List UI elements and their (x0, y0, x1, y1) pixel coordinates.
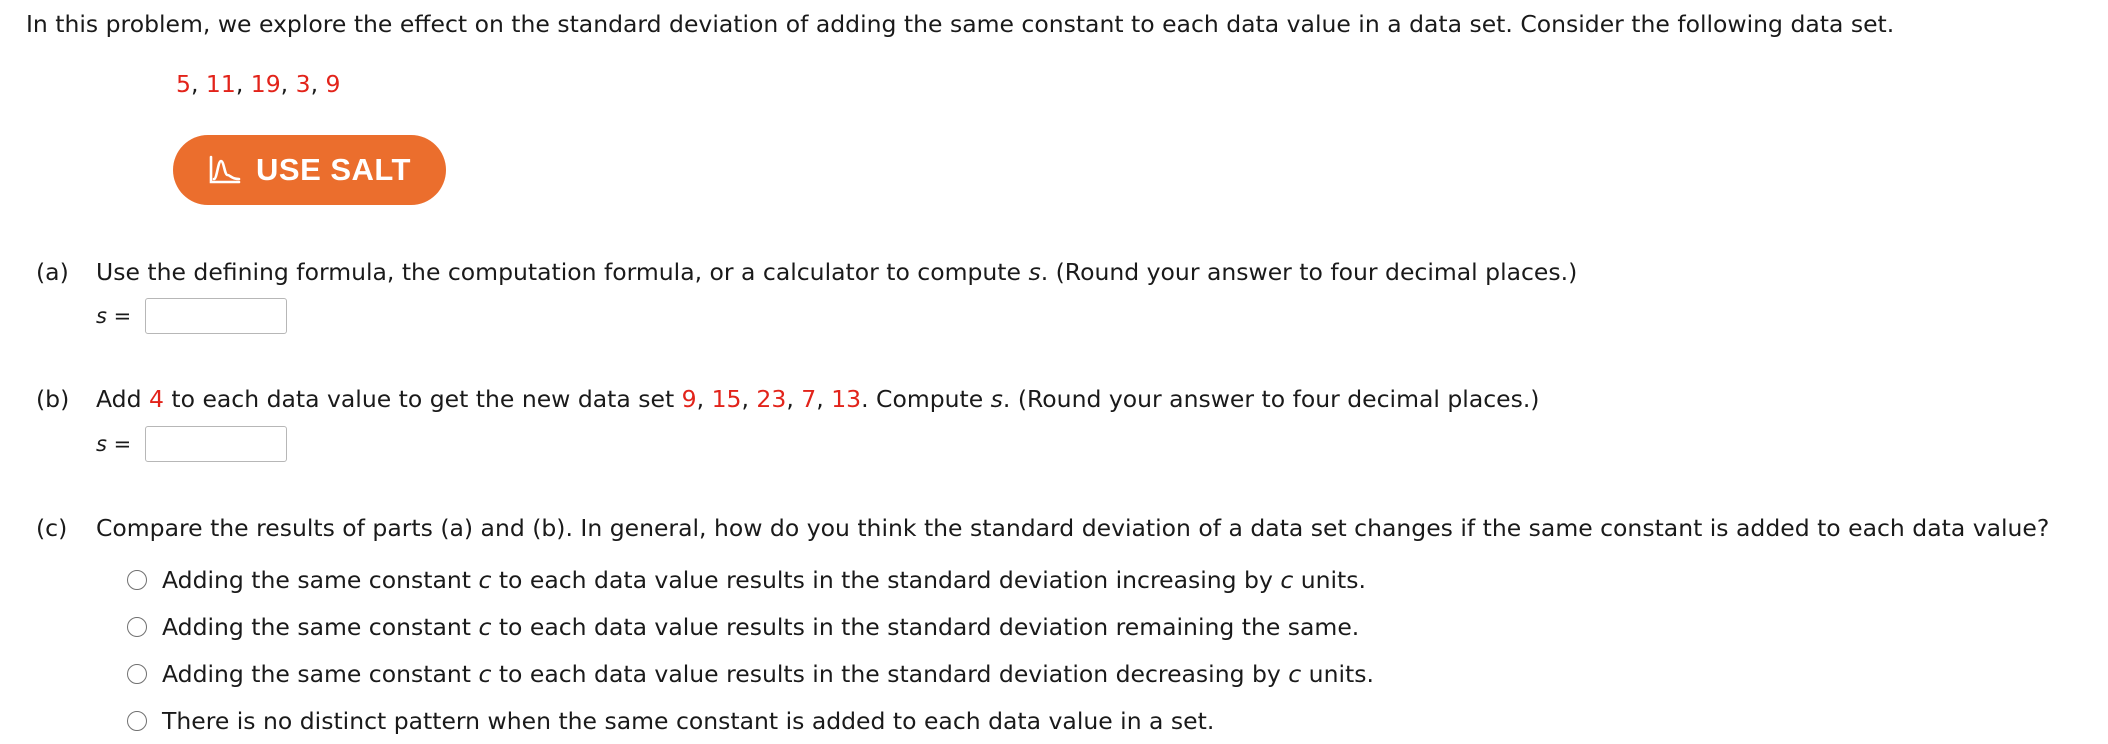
separator: , (310, 70, 326, 98)
part-b-label: (b) (36, 385, 70, 413)
option-label: Adding the same constant c to each data value results in the standard deviation remaining the same. (162, 612, 1360, 641)
part-c-label: (c) (36, 514, 68, 542)
separator: , (696, 385, 712, 413)
variable-c: c (478, 565, 492, 594)
variable-s: s (1028, 258, 1041, 286)
part-c-text: Compare the results of parts (a) and (b). In general, how do you think the standard deviation of a data set changes if the same constant is added to each data value? (96, 514, 2050, 542)
part-b-answer-input[interactable] (145, 426, 287, 462)
separator: , (280, 70, 296, 98)
radio-button[interactable] (127, 617, 147, 637)
new-data-value: 23 (756, 385, 787, 413)
separator: , (786, 385, 802, 413)
equals-sign: = (106, 304, 132, 328)
option-label: There is no distinct pattern when the same constant is added to each data value in a set. (162, 706, 1215, 735)
radio-button[interactable] (127, 711, 147, 731)
part-a-answer-input[interactable] (145, 298, 287, 334)
variable-c: c (478, 612, 492, 641)
part-b-text: Add (96, 385, 149, 413)
part-b-text-compute: . Compute (861, 385, 991, 413)
use-salt-button[interactable] (173, 135, 446, 205)
separator: , (235, 70, 251, 98)
option-no-pattern[interactable] (127, 697, 1374, 744)
part-a-label: (a) (36, 258, 69, 286)
data-set (176, 66, 340, 102)
part-a-question (36, 254, 1577, 290)
new-data-value: 13 (831, 385, 862, 413)
data-value: 5 (176, 70, 191, 98)
variable-s: s (990, 385, 1003, 413)
problem-intro: In this problem, we explore the effect on the standard deviation of adding the same constant to each data value in a data set. Consider the following data set. (26, 10, 1895, 38)
option-decreasing[interactable] (127, 650, 1374, 697)
variable-s: s (96, 432, 107, 456)
part-a-text-end: . (Round your answer to four decimal places.) (1040, 258, 1578, 286)
separator: , (816, 385, 832, 413)
variable-s: s (96, 304, 107, 328)
part-a-answer-label (96, 304, 145, 328)
part-b-answer-label (96, 432, 145, 456)
part-b-answer-row (96, 426, 287, 462)
part-c-options (127, 556, 1374, 744)
salt-chart-icon (208, 155, 242, 185)
constant-value: 4 (148, 385, 164, 413)
part-b-question (36, 381, 1539, 417)
data-value: 9 (325, 70, 341, 98)
option-increasing[interactable] (127, 556, 1374, 603)
use-salt-label: USE SALT (256, 152, 411, 187)
part-a-text: Use the defining formula, the computation formula, or a calculator to compute (96, 258, 1029, 286)
separator: , (190, 70, 206, 98)
variable-c: c (478, 659, 492, 688)
variable-c: c (1288, 659, 1302, 688)
part-a-answer-row (96, 298, 287, 334)
new-data-value: 7 (801, 385, 817, 413)
radio-button[interactable] (127, 664, 147, 684)
radio-button[interactable] (127, 570, 147, 590)
option-same[interactable] (127, 603, 1374, 650)
new-data-value: 9 (681, 385, 697, 413)
part-b-text-mid: to each data value to get the new data set (163, 385, 682, 413)
equals-sign: = (106, 432, 132, 456)
variable-c: c (1280, 565, 1294, 594)
data-value: 11 (205, 70, 236, 98)
option-label: Adding the same constant c to each data value results in the standard deviation increasing by c units. (162, 565, 1366, 594)
separator: , (741, 385, 757, 413)
data-value: 3 (295, 70, 311, 98)
data-value: 19 (250, 70, 281, 98)
new-data-value: 15 (711, 385, 742, 413)
part-b-text-end: . (Round your answer to four decimal places.) (1002, 385, 1540, 413)
part-c-question (36, 510, 2049, 546)
option-label: Adding the same constant c to each data value results in the standard deviation decreasing by c units. (162, 659, 1374, 688)
